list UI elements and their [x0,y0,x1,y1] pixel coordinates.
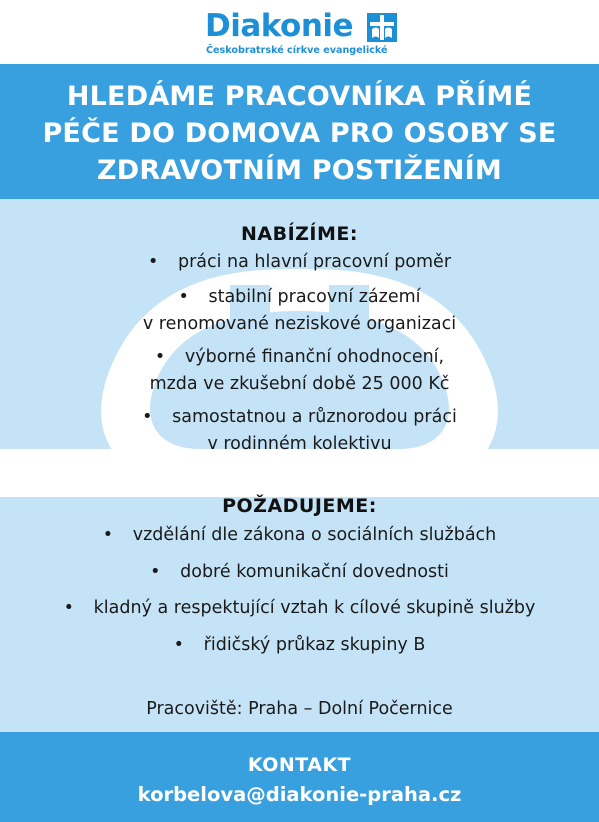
bullet-dot-icon: • [102,525,114,545]
requirement-item [0,632,599,659]
bullet-dot-icon: • [147,252,159,272]
requirement-item-text: vzdělání dle zákona o sociálních službách [132,525,497,545]
offer-item [0,344,599,398]
offer-item-text: výborné finanční ohodnocení, [184,347,445,367]
headline-line: ZDRAVOTNÍM POSTIŽENÍM [97,155,502,186]
contact-title: KONTAKT [247,754,352,776]
requirement-item-text: řidičský průkaz skupiny B [203,635,426,655]
headline-line: HLEDÁME PRACOVNÍKA PŘÍMÉ [66,81,533,112]
contact-footer [0,732,599,822]
bullet-dot-icon: • [142,407,153,427]
offer-item-text: samostatnou a různorodou práci [172,407,457,427]
offer-item [0,404,599,458]
bullet-dot-icon: • [173,635,184,655]
bullet-dot-icon: • [154,347,166,367]
requirement-item [0,559,599,586]
offer-item-text: v rodinném kolektivu [207,434,392,454]
requirement-item-text: kladný a respektující vztah k cílové skupině služby [93,598,536,618]
contact-email-link[interactable]: korbelova@diakonie-praha.cz [137,783,462,806]
requirement-item [0,595,599,622]
headline-line: PÉČE DO DOMOVA PRO OSOBY SE [42,118,557,149]
bullet-dot-icon: • [178,287,189,307]
headline-title [0,78,599,189]
requirement-item [0,522,599,549]
bullet-dot-icon: • [63,598,74,618]
offer-item-text: mzda ve zkušební době 25 000 Kč [149,374,450,394]
logo-wordmark: Diakonie [205,8,354,44]
workplace-location: Pracoviště: Praha – Dolní Počernice [146,699,453,719]
offer-item [0,249,599,276]
diakonie-logo [205,8,435,60]
headline-banner [0,64,599,199]
bullet-dot-icon: • [150,562,161,582]
logo-subtitle: Českobratrské církve evangelické [206,45,388,56]
offer-item-text: v renomované neziskové organizaci [142,314,457,334]
offer-item-text: práci na hlavní pracovní poměr [177,252,452,272]
offer-title: NABÍZÍME: [241,223,358,245]
offer-item [0,284,599,338]
requirement-item-text: dobré komunikační dovednosti [180,562,449,582]
diakonie-cross-logo-icon [367,13,397,42]
requirements-title: POŽADUJEME: [222,495,377,517]
offer-item-text: stabilní pracovní zázemí [208,287,421,307]
